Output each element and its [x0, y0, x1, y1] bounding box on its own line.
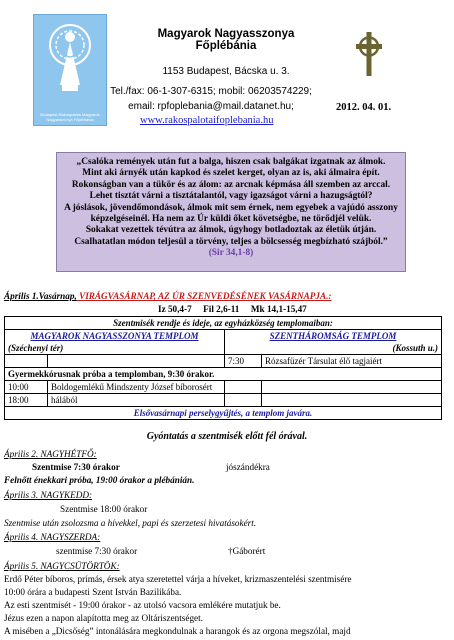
tuesday-mass: Szentmise 18:00 órakor [60, 504, 148, 514]
rosary-time: 7:30 [225, 355, 262, 368]
thursday-line: A misében a „Dicsőség” intonálására megkondulnak a harangok és az orgona megszólal, majd [4, 626, 351, 636]
rosary-intention: Rózsafüzér Társulat élő tagjaiért [262, 355, 442, 368]
schedule-heading: Szentmisék rendje és ideje, az egyházközség templomaiban: [5, 317, 442, 330]
choir-rehearsal: Gyermekkórusnak próba a templomban, 9:30 órakor. [5, 368, 442, 381]
table-row [5, 330, 442, 343]
mass-intention: Boldogemlékű Mindszenty József bíborosért [48, 381, 225, 394]
bulletin-date: 2012. 04. 01. [336, 102, 392, 113]
collection-note: Elsővasárnapi perselygyűjtés, a templom javára. [5, 407, 442, 420]
monday-label: Április 2. NAGYHÉTFŐ: [4, 449, 97, 459]
phone-line: Tel./fax: 06-1-307-6315; mobil: 06203574229; [110, 86, 312, 97]
quote-line: Rokonságban van a tükör és az álom: az arcnak képmása áll szemben az arccal. [71, 179, 391, 190]
thursday-line: Jézus ezen a napon alapította meg az Oltáriszentséget. [4, 613, 203, 623]
monday-mass: Szentmise 7:30 órakor [32, 462, 120, 472]
wednesday-mass: szentmise 7:30 órakor [56, 546, 138, 556]
quote-line: Csalhatatlan módon teljesül a törvény, teljes a bölcsesség megbízható szájból.” [74, 236, 388, 247]
table-row [5, 342, 442, 355]
mass-time: 10:00 [5, 381, 48, 394]
quote-line: A jóslások, jövendőmondások, álmok mit sem érnek, nem egyebek a vajúdó asszony [64, 202, 398, 213]
monday-note: Felnőtt énekkari próba, 19:00 órakor a plébánián. [4, 475, 195, 485]
thursday-label: Április 5. NAGYCSÜTÖRTÖK: [4, 561, 120, 571]
church2-name: SZENTHÁROMSÁG TEMPLOM [225, 330, 442, 343]
mass-time: 18:00 [5, 394, 48, 407]
quote-line: Mint aki árnyék után kapkod és szelet kerget, olyan az is, aki álmaira épít. [82, 168, 380, 179]
thursday-line: Erdő Péter bíboros, prímás, érsek atya szeretettel várja a híveket, krizmaszentelési szentmisére [4, 574, 352, 584]
church2-location: (Kossuth u.) [225, 342, 442, 355]
sunday-feast: VIRÁGVASÁRNAP, AZ ÚR SZENVEDÉSÉNEK VASÁRNAPJA.: [76, 291, 332, 301]
quote-line: Sokakat vezettek tévútra az álmok, úgyhogy botladoztak az életük útján. [85, 225, 377, 236]
church1-name: MAGYAROK NAGYASSZONYA TEMPLOM [5, 330, 225, 343]
table-row [5, 355, 442, 368]
sunday-heading [4, 291, 331, 301]
table-row [5, 407, 442, 420]
wednesday-label: Április 4. NAGYSZERDA: [4, 532, 101, 542]
tuesday-note: Szentmise után zsolozsma a hívekkel, papi és szerzetesi hivatásokért. [4, 518, 257, 528]
quote-line: Lehet tisztát várni a tisztátalantól, vagy igazságot várni a hazugságtól? [89, 191, 373, 202]
mass-intention: hálából [48, 394, 225, 407]
table-row [5, 394, 442, 407]
sunday-date: Április 1.Vasárnap, [4, 291, 77, 301]
website-link[interactable]: www.rakospalotaifoplebania.hu [140, 115, 274, 126]
sunday-readings: Iz 50,4-7 Fil 2,6-11 Mk 14,1-15,47 [158, 304, 307, 314]
mass-schedule-table [4, 316, 442, 420]
table-row [5, 317, 442, 330]
confession-note: Gyóntatás a szentmisék előtt fél órával. [146, 431, 308, 442]
tuesday-label: Április 3. NAGYKEDD: [4, 490, 93, 500]
email-line: email: rpfoplebania@mail.datanet.hu; [128, 101, 294, 112]
thursday-line: 10:00 órára a budapesti Szent István Bazilikába. [4, 587, 182, 597]
monday-intention: jószándékra [226, 462, 270, 472]
table-row [5, 381, 442, 394]
address: 1153 Budapest, Bácska u. 3. [162, 66, 290, 77]
parish-title: Magyarok Nagyasszonya Főplébánia [157, 28, 295, 52]
thursday-line: Az esti szentmisét - 19:00 órakor - az utolsó vacsora emlékére mutatjuk be. [4, 600, 281, 610]
scripture-quote-box [56, 152, 406, 272]
table-row [5, 368, 442, 381]
wednesday-intention: †Gáborért [228, 546, 266, 556]
quote-line: képzelgéseinél. Ha nem az Úr küldi őket követségbe, ne törődjél velük. [90, 214, 372, 225]
quote-line: „Csalóka remények után fut a balga, hiszen csak balgákat izgatnak az álmok. [76, 157, 386, 167]
church1-location: (Széchenyi tér) [5, 342, 225, 355]
quote-citation: (Sir 34,1-8) [208, 248, 254, 259]
logo-caption: Budapest-Rákospalota Magyarok Nagyasszonya Főplébánia [40, 112, 100, 122]
celtic-cross-icon [352, 30, 386, 76]
